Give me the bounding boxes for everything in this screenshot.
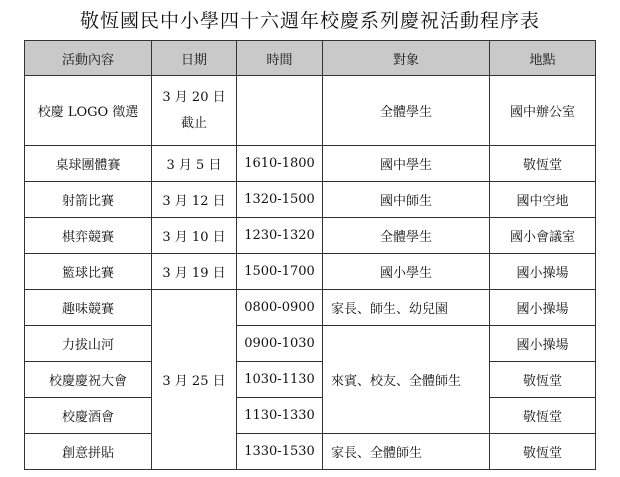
cell-activity: 力拔山河: [25, 326, 152, 362]
table-row: [25, 76, 596, 146]
table-row: [25, 398, 596, 434]
cell-activity: 籃球比賽: [25, 254, 152, 290]
cell-target: 國小學生: [323, 254, 490, 290]
cell-time: 1610-1800: [237, 146, 323, 182]
table-row: [25, 146, 596, 182]
cell-activity: 棋弈競賽: [25, 218, 152, 254]
cell-time: 0900-1030: [237, 326, 323, 362]
cell-date: 3 月 19 日: [152, 254, 237, 290]
table-row: [25, 218, 596, 254]
cell-target: 全體學生: [323, 218, 490, 254]
cell-date: 3 月 5 日: [152, 146, 237, 182]
cell-date-merged: 3 月 25 日: [152, 290, 237, 470]
cell-time: [237, 76, 323, 146]
cell-activity: 桌球團體賽: [25, 146, 152, 182]
cell-time: 1230-1320: [237, 218, 323, 254]
cell-date: 3 月 10 日: [152, 218, 237, 254]
table-row: [25, 326, 596, 362]
cell-location: 國中空地: [490, 182, 596, 218]
cell-time: 1030-1130: [237, 362, 323, 398]
cell-date: 3 月 12 日: [152, 182, 237, 218]
cell-target: 全體學生: [323, 76, 490, 146]
cell-time: 1320-1500: [237, 182, 323, 218]
cell-location: 國小會議室: [490, 218, 596, 254]
cell-target: 家長、師生、幼兒園: [323, 290, 490, 326]
cell-target: 國中學生: [323, 146, 490, 182]
header-date: 日期: [152, 41, 237, 76]
date-line: 3 月 20 日: [162, 89, 226, 105]
header-location: 地點: [490, 41, 596, 76]
cell-activity: 校慶酒會: [25, 398, 152, 434]
cell-date: [152, 76, 237, 146]
cell-location: 國小操場: [490, 254, 596, 290]
cell-location: 敬恆堂: [490, 146, 596, 182]
cell-location: 國小操場: [490, 290, 596, 326]
cell-location: 國中辦公室: [490, 76, 596, 146]
cell-time: 1500-1700: [237, 254, 323, 290]
header-activity: 活動內容: [25, 41, 152, 76]
cell-activity: 趣味競賽: [25, 290, 152, 326]
header-time: 時間: [237, 41, 323, 76]
cell-time: 1130-1330: [237, 398, 323, 434]
header-row: [25, 41, 596, 76]
cell-location: 敬恆堂: [490, 362, 596, 398]
cell-target: 家長、全體師生: [323, 434, 490, 470]
cell-activity: 創意拼貼: [25, 434, 152, 470]
cell-time: 0800-0900: [237, 290, 323, 326]
table-row: [25, 290, 596, 326]
cell-location: 敬恆堂: [490, 398, 596, 434]
table-row: [25, 182, 596, 218]
cell-time: 1330-1530: [237, 434, 323, 470]
cell-activity: 校慶 LOGO 徵選: [25, 76, 152, 146]
table-row: [25, 254, 596, 290]
cell-target: 國中師生: [323, 182, 490, 218]
schedule-table: [24, 40, 596, 470]
table-row: [25, 362, 596, 398]
cell-activity: 射箭比賽: [25, 182, 152, 218]
table-row: [25, 434, 596, 470]
cell-activity: 校慶慶祝大會: [25, 362, 152, 398]
cell-target-merged: 來賓、校友、全體師生: [323, 326, 490, 434]
date-line: 截止: [180, 115, 207, 131]
cell-location: 國小操場: [490, 326, 596, 362]
cell-location: 敬恆堂: [490, 434, 596, 470]
header-target: 對象: [323, 41, 490, 76]
page-title: 敬恆國民中小學四十六週年校慶系列慶祝活動程序表: [79, 10, 540, 32]
